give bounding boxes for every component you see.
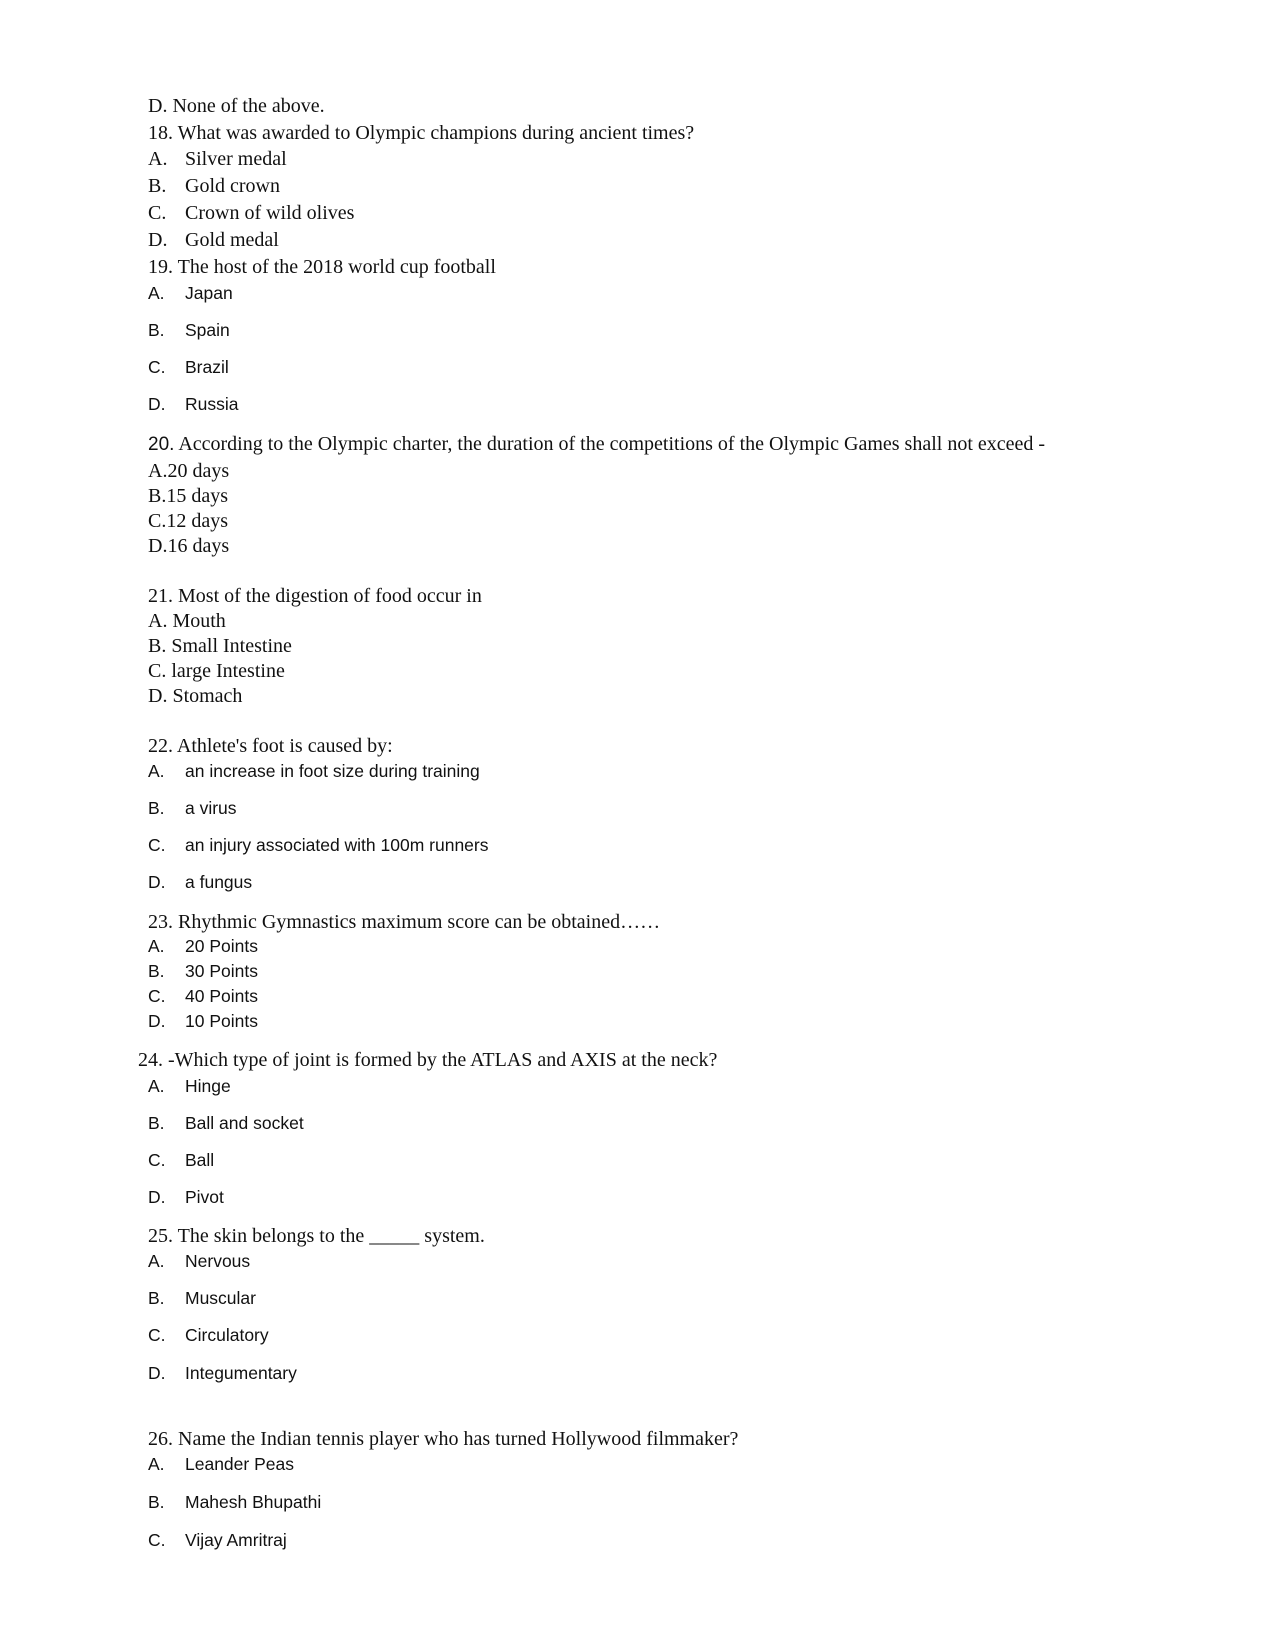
option-letter: C. <box>148 357 166 377</box>
option-line <box>148 800 237 818</box>
option-text: Circulatory <box>185 1325 269 1345</box>
option-line <box>148 1327 269 1345</box>
option-letter: B. <box>148 1113 165 1133</box>
option-text: Russia <box>185 394 239 414</box>
option-letter: C. <box>148 1150 166 1170</box>
option-letter: C. <box>148 986 166 1006</box>
option-letter: B. <box>148 798 165 818</box>
option-letter: C. <box>148 1325 166 1345</box>
option-line <box>148 1253 250 1271</box>
option-letter: D. <box>148 1011 166 1031</box>
question-20 <box>148 434 1045 454</box>
option-text: Japan <box>185 283 233 303</box>
option-letter: A. <box>148 1076 165 1096</box>
option-text: a fungus <box>185 872 253 892</box>
option-text: Spain <box>185 320 230 340</box>
option-line <box>148 359 229 377</box>
option-line <box>148 396 239 414</box>
option-line <box>148 1365 297 1383</box>
option-text: Pivot <box>185 1187 224 1207</box>
option-text: a virus <box>185 798 237 818</box>
option-letter: D. <box>148 1363 166 1383</box>
option-text: 30 Points <box>185 961 258 981</box>
option-line <box>148 1456 294 1474</box>
option-line <box>148 203 354 223</box>
option-text: 40 Points <box>185 986 258 1006</box>
option-line <box>148 1013 258 1031</box>
option-line <box>148 763 480 781</box>
option-text: Brazil <box>185 357 229 377</box>
question-number: 20. <box>148 434 175 455</box>
option-letter: B. <box>148 175 167 197</box>
option-text: Leander Peas <box>185 1454 294 1474</box>
question-24: 24. -Which type of joint is formed by the ATLAS and AXIS at the neck? <box>138 1049 718 1071</box>
option-line: B.15 days <box>148 485 228 507</box>
option-letter: A. <box>148 148 168 170</box>
question-18: 18. What was awarded to Olympic champions during ancient times? <box>148 122 695 144</box>
option-line: B. Small Intestine <box>148 635 292 657</box>
option-line <box>148 230 279 250</box>
option-line: A.20 days <box>148 460 230 482</box>
option-text: Nervous <box>185 1251 251 1271</box>
option-letter: D. <box>148 394 166 414</box>
option-line <box>148 1494 321 1512</box>
option-line: D. Stomach <box>148 685 243 707</box>
question-22: 22. Athlete's foot is caused by: <box>148 735 393 757</box>
option-letter: A. <box>148 283 165 303</box>
question-25: 25. The skin belongs to the _____ system. <box>148 1225 485 1247</box>
option-line: D.16 days <box>148 535 230 557</box>
question-19: 19. The host of the 2018 world cup football <box>148 256 496 278</box>
option-letter: B. <box>148 961 165 981</box>
option-letter: B. <box>148 320 165 340</box>
option-line <box>148 988 258 1006</box>
option-letter: A. <box>148 761 165 781</box>
option-text: 10 Points <box>185 1011 258 1031</box>
option-line <box>148 1152 214 1170</box>
option-line <box>148 149 287 169</box>
option-letter: B. <box>148 1288 165 1308</box>
question-23: 23. Rhythmic Gymnastics maximum score can be obtained…… <box>148 911 661 933</box>
option-line <box>148 963 258 981</box>
option-letter: C. <box>148 202 167 224</box>
option-text: Crown of wild olives <box>185 202 355 224</box>
option-text: 20 Points <box>185 936 258 956</box>
option-letter: D. <box>148 1187 166 1207</box>
question-text: According to the Olympic charter, the duration of the competitions of the Olympic Games shall not exceed - <box>174 433 1046 455</box>
option-line: D. None of the above. <box>148 95 325 117</box>
option-text: an injury associated with 100m runners <box>185 835 489 855</box>
option-line <box>148 1290 256 1308</box>
option-text: Gold crown <box>185 175 280 197</box>
option-line <box>148 1078 231 1096</box>
option-letter: C. <box>148 1530 166 1550</box>
option-line <box>148 837 489 855</box>
option-text: an increase in foot size during training <box>185 761 480 781</box>
option-text: Ball and socket <box>185 1113 304 1133</box>
option-text: Muscular <box>185 1288 256 1308</box>
option-letter: C. <box>148 835 166 855</box>
option-line <box>148 874 252 892</box>
option-line <box>148 938 258 956</box>
option-line: A. Mouth <box>148 610 226 632</box>
option-letter: A. <box>148 1251 165 1271</box>
option-text: Hinge <box>185 1076 231 1096</box>
option-letter: A. <box>148 1454 165 1474</box>
option-line <box>148 176 280 196</box>
option-line <box>148 1532 287 1550</box>
question-26: 26. Name the Indian tennis player who has turned Hollywood filmmaker? <box>148 1428 739 1450</box>
option-text: Vijay Amritraj <box>185 1530 287 1550</box>
option-letter: B. <box>148 1492 165 1512</box>
option-line <box>148 1115 304 1133</box>
option-text: Integumentary <box>185 1363 297 1383</box>
option-letter: A. <box>148 936 165 956</box>
option-text: Mahesh Bhupathi <box>185 1492 322 1512</box>
option-text: Silver medal <box>185 148 287 170</box>
option-letter: D. <box>148 229 168 251</box>
option-line <box>148 285 233 303</box>
question-21: 21. Most of the digestion of food occur in <box>148 585 482 607</box>
option-line: C.12 days <box>148 510 228 532</box>
option-line: C. large Intestine <box>148 660 285 682</box>
option-line <box>148 1189 224 1207</box>
option-text: Ball <box>185 1150 215 1170</box>
option-line <box>148 322 230 340</box>
option-letter: D. <box>148 872 166 892</box>
option-text: Gold medal <box>185 229 279 251</box>
